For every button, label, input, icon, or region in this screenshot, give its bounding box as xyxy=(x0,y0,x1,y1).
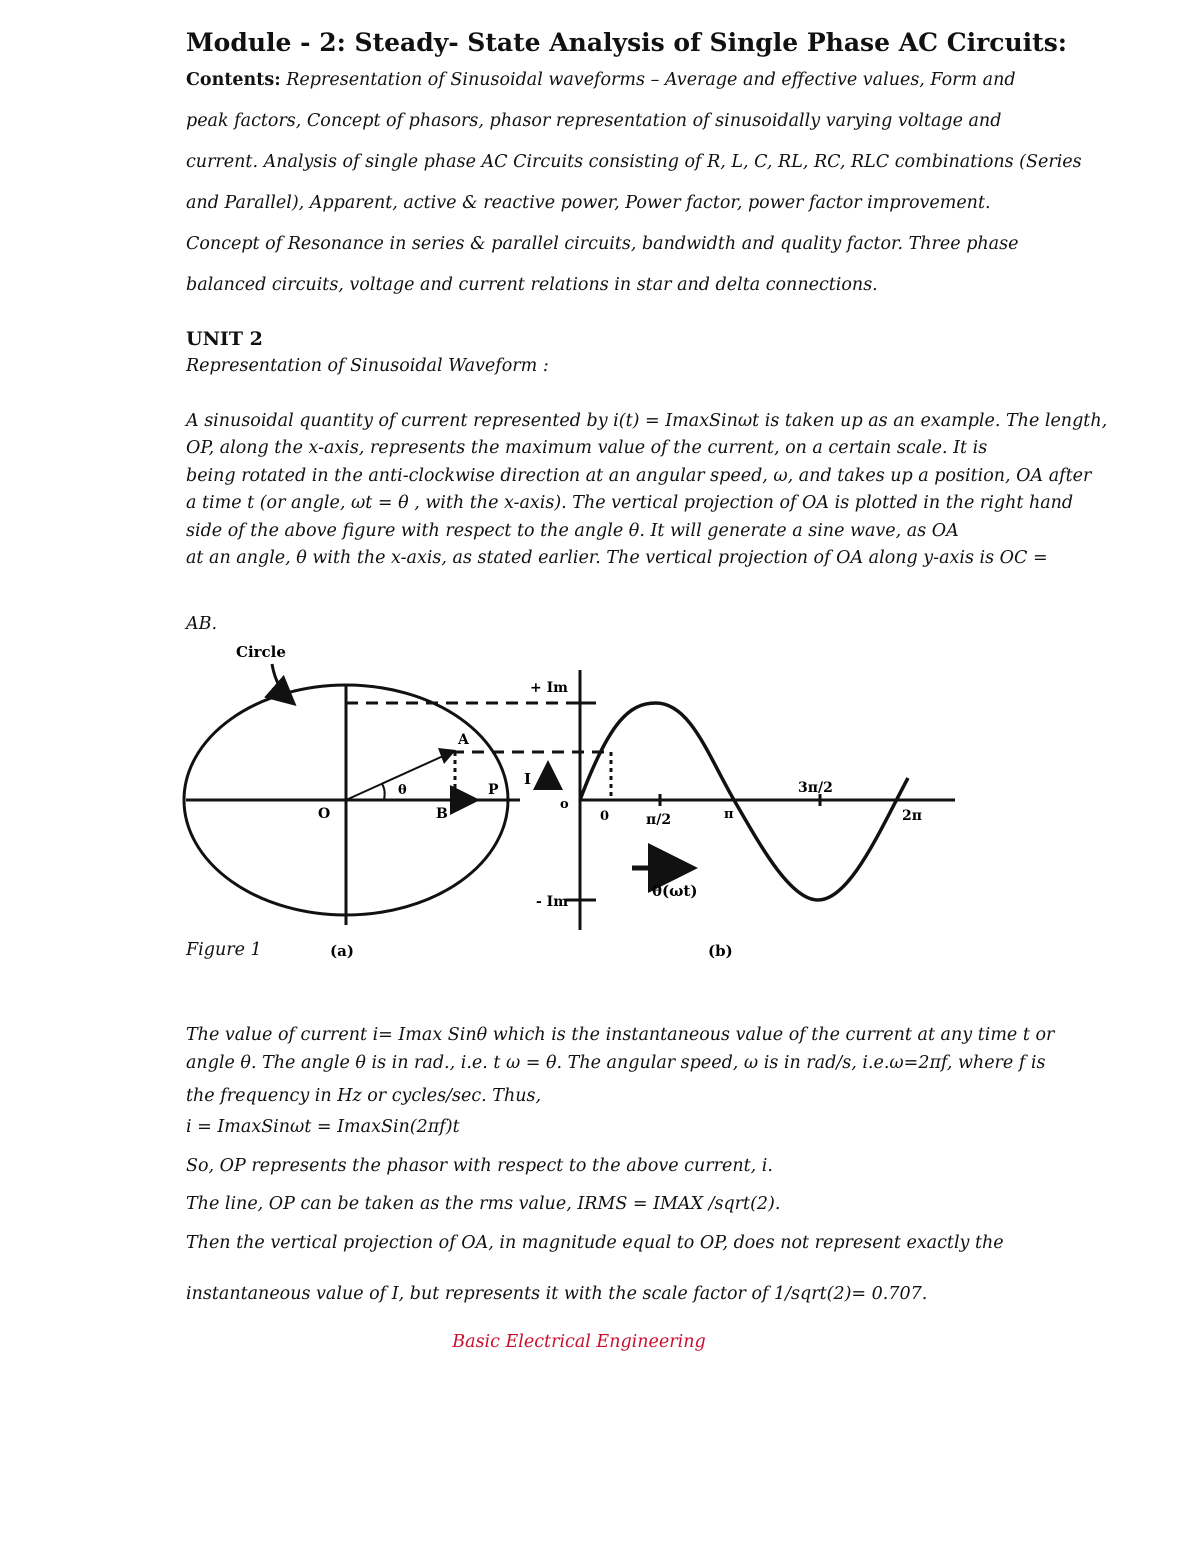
point-b-label: B xyxy=(436,806,448,822)
circle-label: Circle xyxy=(236,643,286,661)
zero-tick-label: 0 xyxy=(600,809,610,824)
section-subheading: Representation of Sinusoidal Waveform : xyxy=(186,356,549,376)
body-line: The value of current i= Imax Sinθ which is the instantaneous value of the current at any time t or xyxy=(186,1025,1055,1045)
plus-im-label: + Im xyxy=(530,680,568,696)
intro-paragraph xyxy=(186,408,1108,572)
contents-line: and Parallel), Apparent, active & reactive power, Power factor, power factor improvement. xyxy=(186,193,991,213)
unit-heading: UNIT 2 xyxy=(186,328,263,350)
point-p-label: P xyxy=(488,782,499,798)
theta-label: θ xyxy=(398,783,407,798)
paragraph-line: OP, along the x-axis, represents the maximum value of the current, on a certain scale. It is xyxy=(186,438,988,459)
contents-line: Concept of Resonance in series & parallel circuits, bandwidth and quality factor. Three phase xyxy=(186,234,1019,254)
paragraph-line: A sinusoidal quantity of current represented by i(t) = ImaxSinωt is taken up as an example. The length, xyxy=(186,411,1108,431)
body-line: Then the vertical projection of OA, in magnitude equal to OP, does not represent exactly the xyxy=(186,1233,1004,1253)
figure-1 xyxy=(0,630,1200,970)
origin-label: o xyxy=(560,797,569,812)
contents-label: Contents: xyxy=(186,70,281,90)
page-title: Module - 2: Steady- State Analysis of Single Phase AC Circuits: xyxy=(186,28,1068,57)
pi-tick-label: π xyxy=(724,807,734,822)
paragraph-line: side of the above figure with respect to the angle θ. It will generate a sine wave, as OA xyxy=(186,520,959,541)
phasor-oa-arrowhead xyxy=(438,748,456,764)
ab-text: AB. xyxy=(186,614,218,634)
2pi-tick-label: 2π xyxy=(902,808,922,824)
contents-line: current. Analysis of single phase AC Circuits consisting of R, L, C, RL, RC, RLC combinations (Series xyxy=(186,152,1082,172)
theta-axis-label: θ(ωt) xyxy=(652,882,698,900)
contents-block xyxy=(186,60,1082,306)
paragraph-line: a time t (or angle, ωt = θ , with the x-axis). The vertical projection of OA is plotted in the right hand xyxy=(186,493,1074,514)
body-line: i = ImaxSinωt = ImaxSin(2πf)t xyxy=(186,1117,460,1137)
panel-b-label: (b) xyxy=(708,942,733,960)
body-line: angle θ. The angle θ is in rad., i.e. t ω = θ. The angular speed, ω is in rad/s, i.e.ω=2πf, where f is xyxy=(186,1053,1046,1073)
theta-arc xyxy=(382,784,385,800)
current-label: I xyxy=(524,770,532,788)
paragraph-line: at an angle, θ with the x-axis, as stated earlier. The vertical projection of OA along y-axis is OC = xyxy=(186,548,1048,569)
contents-line: balanced circuits, voltage and current relations in star and delta connections. xyxy=(186,275,878,295)
3pi-2-tick-label: 3π/2 xyxy=(798,780,833,796)
body-line: the frequency in Hz or cycles/sec. Thus, xyxy=(186,1086,542,1106)
paragraph-line: being rotated in the anti-clockwise direction at an angular speed, ω, and takes up a position, OA after xyxy=(186,465,1092,486)
figure-caption: Figure 1 xyxy=(186,940,262,960)
body-line: instantaneous value of I, but represents it with the scale factor of 1/sqrt(2)= 0.707. xyxy=(186,1284,928,1304)
contents-line: Representation of Sinusoidal waveforms – Average and effective values, Form and xyxy=(286,70,1016,90)
point-o-label: O xyxy=(318,806,331,822)
body-line: The line, OP can be taken as the rms value, IRMS = IMAX /sqrt(2). xyxy=(186,1194,781,1214)
contents-line: peak factors, Concept of phasors, phasor representation of sinusoidally varying voltage and xyxy=(186,111,1002,131)
minus-im-label: - Im xyxy=(536,894,569,910)
panel-a-label: (a) xyxy=(330,942,354,960)
body-line: So, OP represents the phasor with respect to the above current, i. xyxy=(186,1156,773,1176)
pi-2-tick-label: π/2 xyxy=(646,812,672,828)
point-a-label: A xyxy=(458,732,469,748)
page-footer: Basic Electrical Engineering xyxy=(452,1332,706,1352)
